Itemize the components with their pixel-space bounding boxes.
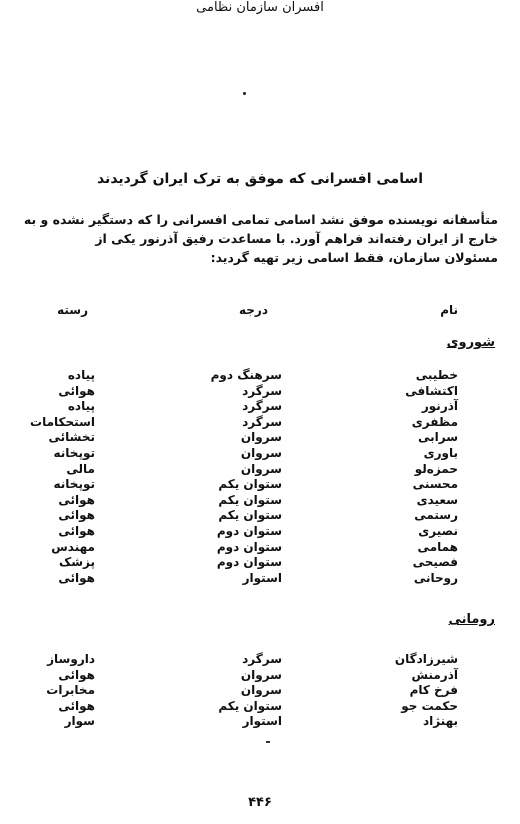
officer-row [0,430,520,446]
officer-rank: ستوان دوم [216,555,282,570]
officer-name: روحانی [413,570,458,585]
officer-name: همامی [417,539,458,554]
officer-rank: ستوان یکم [218,492,282,507]
running-head: افسران سازمان نظامی [196,0,324,15]
column-header-name: نام [440,303,458,317]
officer-name: اکتشافی [405,383,458,398]
officer-branch: پیاده [67,368,95,382]
officer-row [0,571,520,587]
officer-row [0,493,520,509]
officer-branch: هوائی [58,570,95,585]
officer-rank: ستوان یکم [218,508,282,523]
officer-rank: سرگرد [242,414,282,429]
officer-row [0,477,520,493]
officer-name: حمزه‌لو [414,461,458,476]
officer-name: سرابی [417,430,458,445]
officer-row [0,699,520,715]
column-header-branch: رسته [57,303,88,317]
officer-branch: مالی [66,461,95,476]
officer-name: فصیحی [412,555,458,570]
column-header-rank: درجه [239,303,268,317]
officer-name: رستمی [414,508,458,523]
officer-row [0,508,520,524]
officer-branch: هوائی [58,383,95,398]
officer-name: نصیری [418,523,458,538]
officer-rank: سروان [240,461,282,476]
officer-branch: داروساز [47,652,95,666]
officer-name: محسنی [412,477,458,492]
officer-rank: ستوان دوم [216,523,282,538]
officer-branch: هوائی [58,492,95,507]
officer-rank: استوار [242,570,282,585]
officer-branch: مهندس [51,539,95,554]
officer-rank: سرگرد [242,652,282,666]
group-label-soviet: شوروی [446,335,495,350]
officer-rank: سروان [240,430,282,445]
officer-row [0,384,520,400]
officer-row [0,540,520,556]
officer-rank: ستوان یکم [218,698,282,713]
officer-branch: هوائی [58,523,95,538]
officer-branch: تخشائی [48,430,95,445]
officer-name: بهنژاد [422,714,458,729]
officer-list-romania [0,652,520,730]
officer-rank: سروان [240,667,282,682]
officer-row [0,555,520,571]
officer-branch: مخابرات [46,683,95,698]
intro-line: مسئولان سازمان، فقط اسامی زیر تهیه گردید: [210,250,498,265]
officer-name: شیرزادگان [394,652,458,666]
officer-branch: پزشک [58,555,95,570]
officer-branch: سوار [64,714,95,729]
officer-rank: استوار [242,714,282,729]
page-number: ۴۴۶ [248,795,272,810]
officer-rank: سروان [240,683,282,698]
officer-row [0,524,520,540]
officer-branch: استحکامات [30,414,95,429]
officer-name: آذرمنش [411,667,458,682]
intro-paragraph [20,210,498,267]
group-label-romania: رومانی [448,612,495,627]
officer-list-soviet [0,368,520,586]
officer-row [0,462,520,478]
intro-line: متأسفانه نویسنده موفق نشد اسامی تمامی افسرانی را که دستگیر نشده و به [23,212,498,227]
officer-name: آذرنور [421,399,458,414]
officer-rank: ستوان دوم [216,539,282,554]
officer-branch: توپخانه [53,445,95,460]
officer-branch: پیاده [67,399,95,414]
ink-dash [266,741,270,743]
officer-branch: هوائی [58,508,95,523]
officer-name: فرخ کام [409,683,458,698]
officer-branch: هوائی [58,667,95,682]
officer-row [0,668,520,684]
officer-branch: توپخانه [53,477,95,492]
officer-name: مظفری [411,414,458,429]
ink-dot [243,92,246,95]
officer-row [0,714,520,730]
officer-row [0,368,520,384]
section-title: اسامی افسرانی که موفق به ترک ایران گردیدند [96,171,424,187]
officer-row [0,683,520,699]
officer-name: خطیبی [415,368,458,382]
officer-row [0,415,520,431]
officer-name: باوری [423,445,458,460]
intro-line: خارج از ایران رفته‌اند فراهم آورد. با مساعدت رفیق آذرنور یکی از [95,231,498,246]
officer-name: حکمت جو [401,698,458,713]
officer-row [0,652,520,668]
officer-row [0,446,520,462]
officer-rank: سرهنگ دوم [210,368,282,382]
officer-name: سعیدی [416,492,458,507]
officer-rank: سروان [240,445,282,460]
officer-row [0,399,520,415]
officer-rank: ستوان یکم [218,477,282,492]
officer-branch: هوائی [58,698,95,713]
officer-rank: سرگرد [242,399,282,414]
officer-rank: سرگرد [242,383,282,398]
